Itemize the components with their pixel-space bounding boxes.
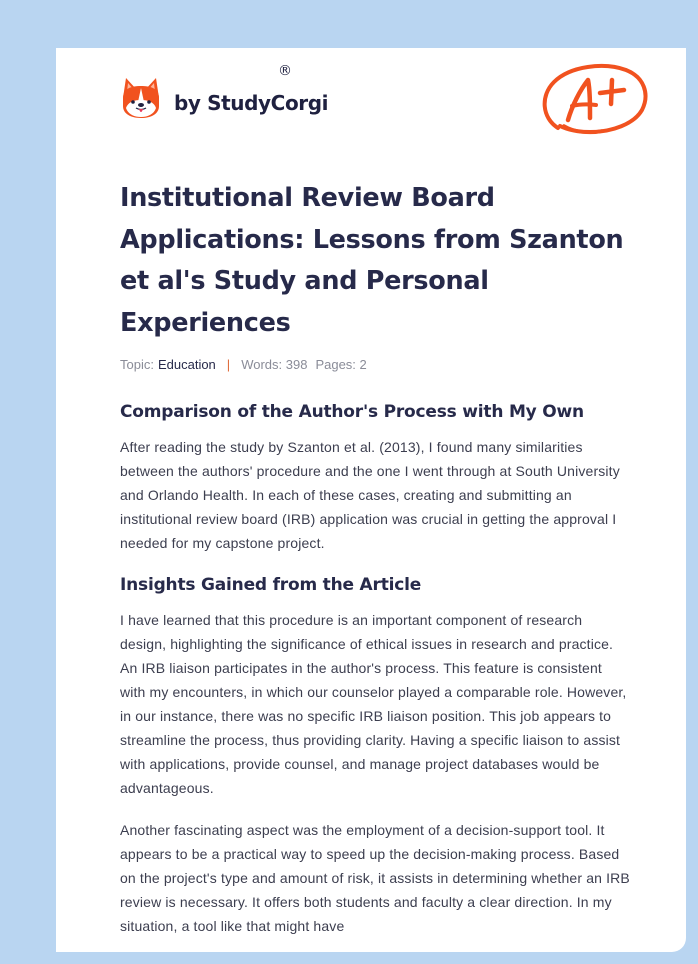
corgi-icon	[120, 76, 162, 120]
paragraph: Another fascinating aspect was the employment of a decision-support tool. It appears to be a practical way to speed up the decision-making process. Based on the project's type and amount of risk, it assists in determining whether an IRB review is necessary. It offers both students and faculty a clear direction. In my situation, a tool like that might have	[120, 822, 630, 934]
header	[56, 48, 686, 168]
topic-label: Topic:	[120, 356, 154, 372]
article	[120, 178, 630, 938]
section-heading: Insights Gained from the Article	[120, 575, 422, 595]
paragraph: I have learned that this procedure is an important component of research design, highlighting the significance of ethical issues in research and practice. An IRB liaison participates in the author's process. This feature is consistent with my encounters, in which our counselor played a comparable role. However, in our instance, there was no specific IRB liaison position. This job appears to streamline the process, thus providing clarity. Having a specific liaison to assist with applications, provide counsel, and manage project databases would be advantageous.	[120, 612, 627, 796]
topic-link[interactable]: Education	[157, 356, 216, 372]
word-count: Words: 398	[241, 356, 308, 372]
page-title: Institutional Review Board Applications: Lessons from Szanton et al's Study and Personal Experiences	[120, 183, 624, 338]
document-card	[56, 48, 686, 952]
a-plus-grade-icon	[538, 60, 650, 140]
section-heading: Comparison of the Author's Process with My Own	[120, 402, 584, 422]
page-count: Pages: 2	[315, 356, 367, 372]
article-meta	[120, 353, 630, 375]
registered-mark: ®	[278, 63, 292, 79]
meta-separator: |	[226, 356, 231, 372]
paragraph: After reading the study by Szanton et al. (2013), I found many similarities between the authors' procedure and the one I went through at South University and Orlando Health. In each of these cases, creating and submitting an institutional review board (IRB) application was crucial in getting the approval I needed for my capstone project.	[120, 439, 620, 551]
studycorgi-logo[interactable]	[120, 76, 328, 120]
brand-name: by StudyCorgi	[174, 91, 329, 115]
